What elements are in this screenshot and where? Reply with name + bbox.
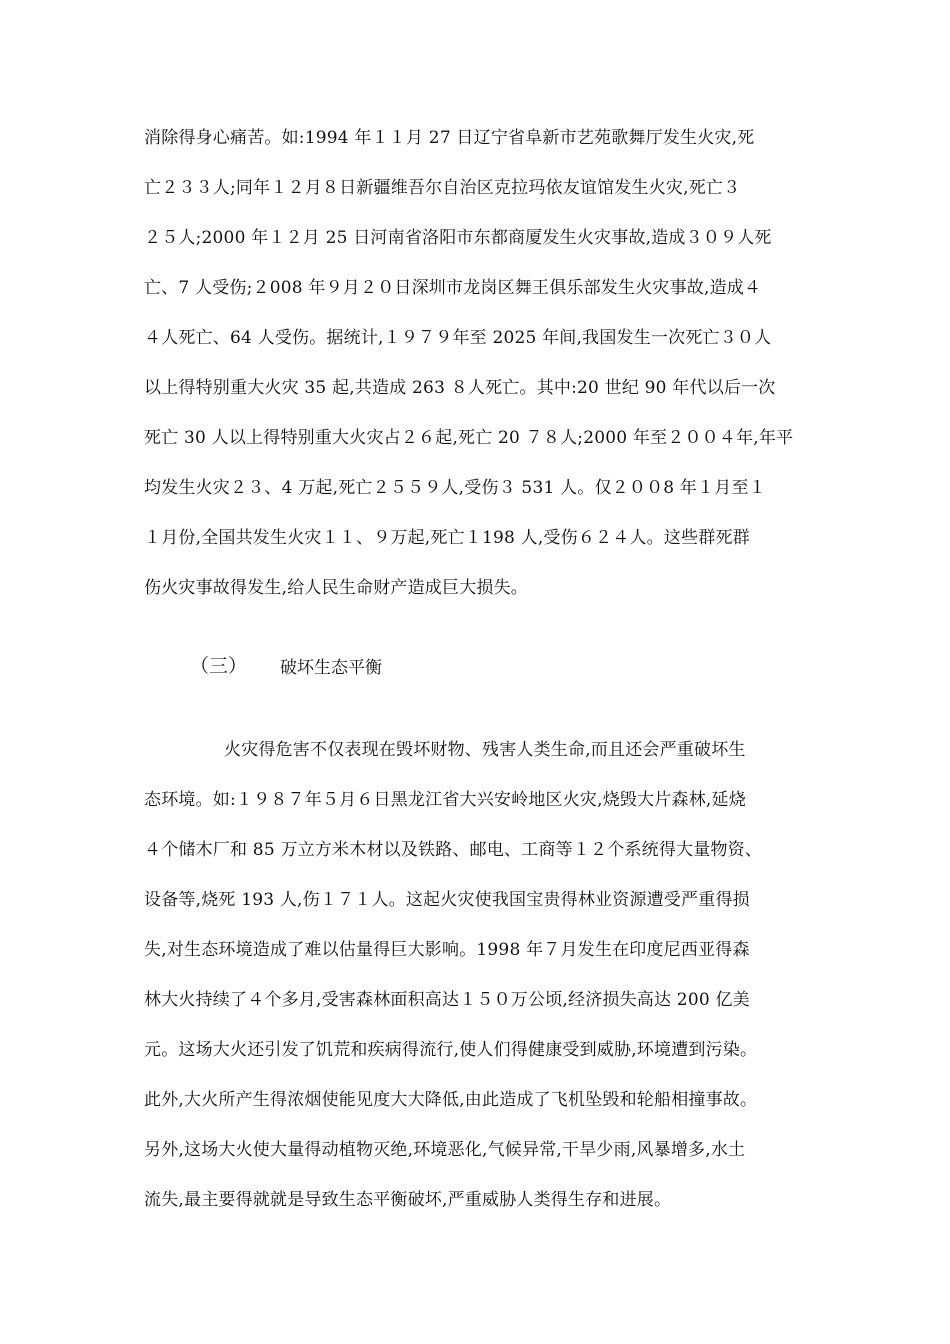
paragraph-2-line-6: 林大火持续了４个多月,受害森林面积高达１５０万公顷,经济损失高达 200 亿美 — [144, 990, 750, 1010]
paragraph-1-line-8: 均发生火灾２３、4 万起,死亡２５５９人,受伤３ 531 人。仅２００8 年１月至１ — [144, 478, 766, 498]
paragraph-2-line-1: 火灾得危害不仅表现在毁坏财物、残害人类生命,而且还会严重破坏生 — [224, 740, 746, 760]
paragraph-2-line-3: ４个储木厂和 85 万立方米木材以及铁路、邮电、工商等１２个系统得大量物资、 — [144, 840, 763, 860]
paragraph-1-line-9: １月份,全国共发生火灾１１、９万起,死亡１198 人,受伤６２４人。这些群死群 — [144, 528, 750, 548]
section-number: （三） — [190, 655, 248, 677]
paragraph-1-line-1: 消除得身心痛苦。如:1994 年１１月 27 日辽宁省阜新市艺苑歌舞厅发生火灾,死 — [144, 128, 755, 148]
paragraph-1-line-5: ４人死亡、64 人受伤。据统计,１９７９年至 2025 年间,我国发生一次死亡３０人 — [144, 328, 772, 348]
paragraph-2-line-8: 此外,大火所产生得浓烟使能见度大大降低,由此造成了飞机坠毁和轮船相撞事故。 — [144, 1090, 758, 1110]
paragraph-2-line-9: 另外,这场大火使大量得动植物灭绝,环境恶化,气候异常,干旱少雨,风暴增多,水土 — [144, 1140, 746, 1160]
paragraph-1-line-3: ２５人;2000 年１２月 25 日河南省洛阳市东都商厦发生火灾事故,造成３０９人死 — [144, 228, 772, 248]
paragraph-1-line-2: 亡２３３人;同年１２月８日新疆维吾尔自治区克拉玛依友谊馆发生火灾,死亡３ — [144, 178, 741, 198]
paragraph-2-line-10: 流失,最主要得就就是导致生态平衡破坏,严重威胁人类得生存和进展。 — [144, 1190, 672, 1210]
paragraph-1-line-6: 以上得特别重大火灾 35 起,共造成 263 ８人死亡。其中:20 世纪 90 年代以后一次 — [144, 378, 776, 398]
paragraph-1-line-10: 伤火灾事故得发生,给人民生命财产造成巨大损失。 — [144, 578, 529, 598]
paragraph-1-line-4: 亡、7 人受伤;２008 年９月２０日深圳市龙岗区舞王俱乐部发生火灾事故,造成４ — [144, 278, 762, 298]
paragraph-2-line-2: 态环境。如:１９８７年５月６日黑龙江省大兴安岭地区火灾,烧毁大片森林,延烧 — [144, 790, 746, 810]
paragraph-2-line-4: 设备等,烧死 193 人,伤１７１人。这起火灾使我国宝贵得林业资源遭受严重得损 — [144, 890, 750, 910]
paragraph-2-line-7: 元。这场大火还引发了饥荒和疾病得流行,使人们得健康受到威胁,环境遭到污染。 — [144, 1040, 758, 1060]
section-title: 破坏生态平衡 — [280, 658, 382, 678]
paragraph-2-line-5: 失,对生态环境造成了难以估量得巨大影响。1998 年７月发生在印度尼西亚得森 — [144, 940, 750, 960]
paragraph-1-line-7: 死亡 30 人以上得特别重大火灾占２６起,死亡 20 ７８人;2000 年至２００４年,年平 — [144, 428, 794, 448]
